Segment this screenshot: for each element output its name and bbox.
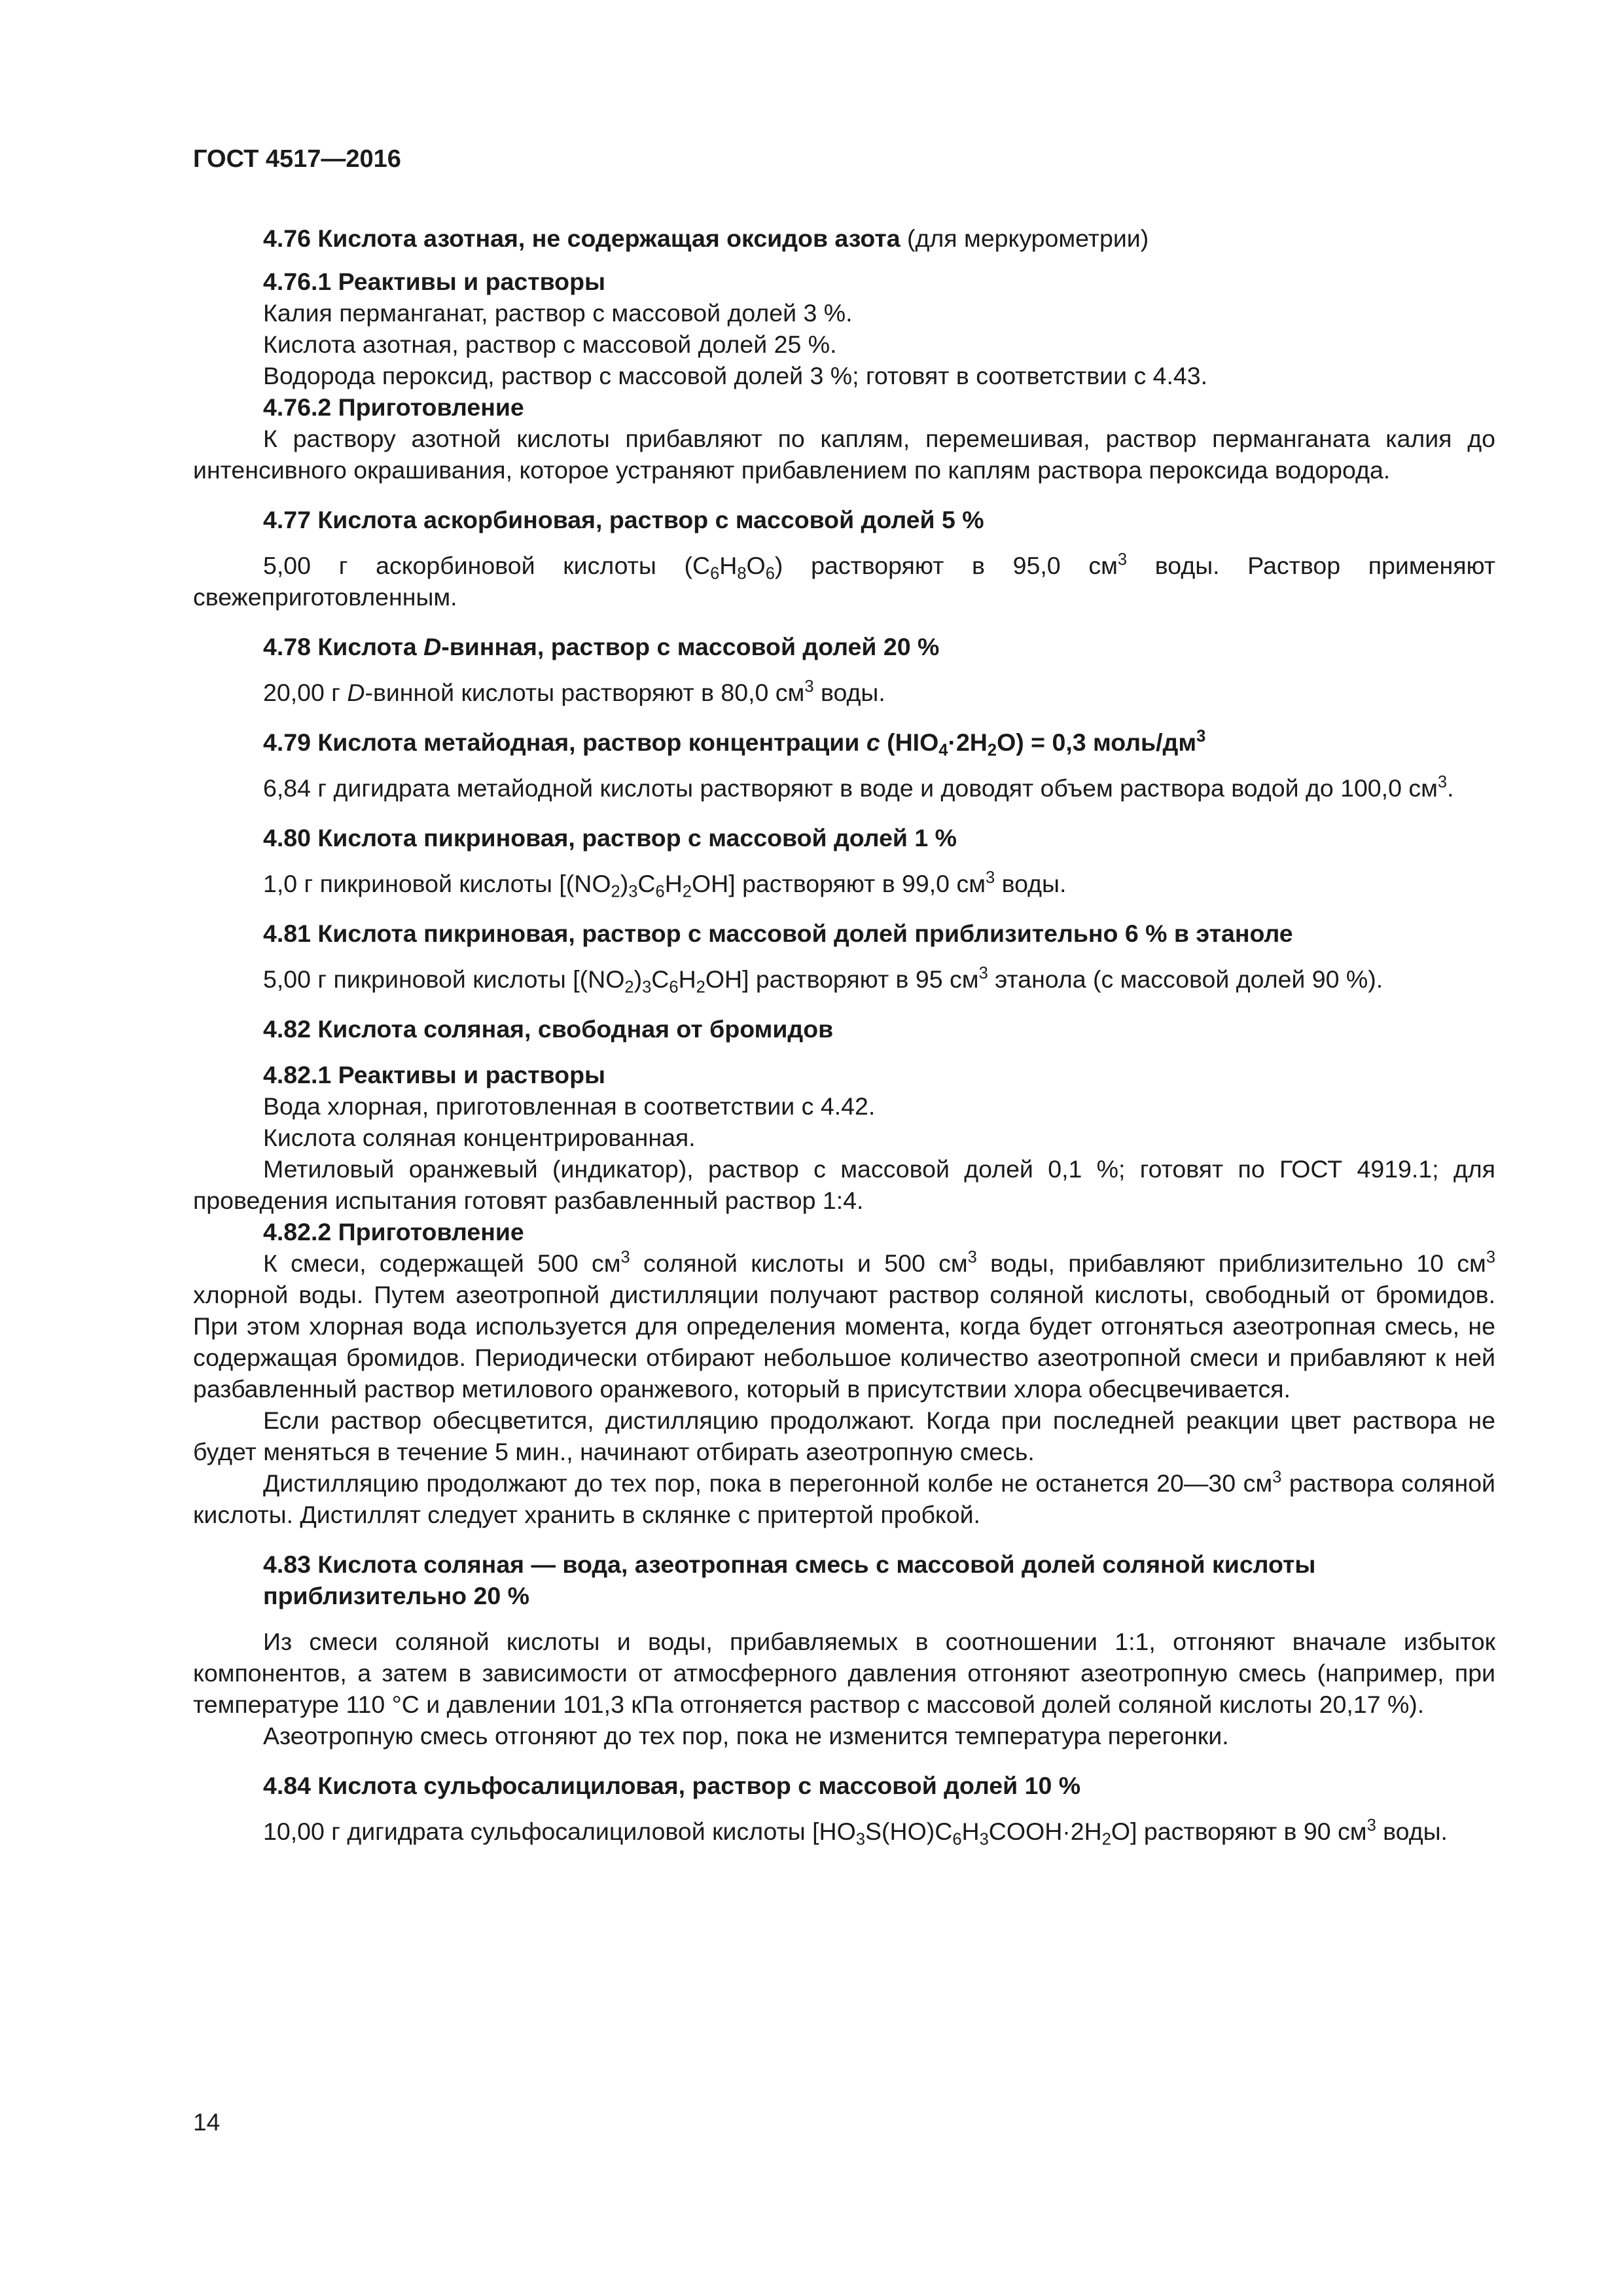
section-4-81-title: 4.81 Кислота пикриновая, раствор с массовой долей приблизительно 6 % в этаноле [263, 920, 1293, 947]
paragraph: Дистилляцию продолжают до тех пор, пока в перегонной колбе не останется 20—30 $см^3$ раствора соляной кислоты. Дистиллят следует хранить в склянке с притертой пробкой. [193, 1467, 1496, 1528]
subsection-4-76-2-title: 4.76.2 Приготовление [263, 393, 524, 421]
subsection-4-82-2-title: 4.82.2 Приготовление [263, 1218, 524, 1246]
section-4-76-heading [193, 223, 1495, 254]
document-page [193, 0, 1495, 2296]
paragraph: 10,00 г дигидрата сульфосалициловой кислоты $[HO_3S(HO)C_6H_3COOH\cdot 2H_2O]$ растворяют в 90 $см^3$ воды. [263, 1816, 1448, 1849]
reagent-line: Кислота азотная, раствор с массовой долей 25 %. [263, 331, 837, 358]
document-body [193, 223, 1495, 1847]
paragraph: Из смеси соляной кислоты и воды, прибавляемых в соотношении 1:1, отгоняют вначале избыток компонентов, а затем в зависимости от атмосферного давления отгоняют азеотропную смесь (например, при температуре 110 °С и давлении 101,3 кПа отгоняется раствор с массовой долей соляной кислоты 20,17 %). [193, 1628, 1495, 1718]
paragraph: К раствору азотной кислоты прибавляют по каплям, перемешивая, раствор перманганата калия до интенсивного окрашивания, которое устраняют прибавлением по каплям раствора пероксида водорода. [193, 425, 1495, 484]
paragraph: 6,84 г дигидрата метайодной кислоты растворяют в воде и доводят объем раствора водой до 100,0 $см^3$. [263, 772, 1454, 802]
section-4-83-title: 4.83 Кислота соляная — вода, азеотропная смесь с массовой долей соляной кислоты приблизительно 20 % [263, 1551, 1316, 1609]
section-4-79-title: 4.79 Кислота метайодная, раствор концентрации c $(HIO_4\cdot 2H_2O) = 0,3$ моль/$дм^3$ [263, 726, 1206, 760]
section-4-84-title: 4.84 Кислота сульфосалициловая, раствор с массовой долей 10 % [263, 1772, 1081, 1799]
paragraph: Азеотропную смесь отгоняют до тех пор, пока не изменится температура перегонки. [263, 1722, 1229, 1749]
section-4-76-title: 4.76 Кислота азотная, не содержащая оксидов азота [263, 224, 901, 252]
reagent-line: Кислота соляная концентрированная. [263, 1124, 696, 1151]
paragraph: 5,00 г пикриновой кислоты $[(NO_2)_3C_6H_2OH]$ растворяют в 95 $см^3$ этанола (с массовой долей 90 %). [263, 963, 1383, 997]
section-4-77-title: 4.77 Кислота аскорбиновая, раствор с массовой долей 5 % [263, 506, 984, 533]
section-4-80-title: 4.80 Кислота пикриновая, раствор с массовой долей 1 % [263, 824, 957, 852]
reagent-line: Водорода пероксид, раствор с массовой долей 3 %; готовят в соответствии с 4.43. [263, 362, 1208, 389]
paragraph: Если раствор обесцветится, дистилляцию продолжают. Когда при последней реакции цвет раствора не будет меняться в течение 5 мин., начинают отбирать азеотропную смесь. [193, 1407, 1495, 1465]
section-4-78-title: 4.78 Кислота D-винная, раствор с массовой долей 20 % [263, 633, 940, 660]
section-4-76-title-note: (для меркурометрии) [900, 224, 1149, 252]
section-4-82-title: 4.82 Кислота соляная, свободная от бромидов [263, 1015, 834, 1043]
reagent-line: Метиловый оранжевый (индикатор), раствор с массовой долей 0,1 %; готовят по ГОСТ 4919.1; для проведения испытания готовят разбавленный раствор 1:4. [193, 1155, 1495, 1214]
paragraph: К смеси, содержащей 500 $см^3$ соляной кислоты и 500 $см^3$ воды, прибавляют приблизительно 10 $см^3$ хлорной воды. Путем азеотропной дистилляции получают раствор соляной кислоты, свободный от бромидов. При этом хлорная вода используется для определения момента, когда будет отгоняться азеотропная смесь, не содержащая бромидов. Периодически отбирают небольшое количество азеотропной смеси и прибавляют к ней разбавленный раствор метилового оранжевого, который в присутствии хлора обесцвечивается. [193, 1247, 1495, 1403]
document-id: ГОСТ 4517—2016 [193, 145, 401, 173]
page-number: 14 [193, 2109, 221, 2136]
paragraph: 5,00 г аскорбиновой кислоты $(C_6H_8O_6)$ растворяют в 95,0 $см^3$ воды. Раствор применяют свежеприготовленным. [193, 550, 1495, 611]
subsection-4-76-1-title: 4.76.1 Реактивы и растворы [263, 268, 606, 295]
reagent-line: Калия перманганат, раствор с массовой долей 3 %. [263, 299, 853, 327]
reagent-line: Вода хлорная, приготовленная в соответствии с 4.42. [263, 1092, 876, 1120]
paragraph: 20,00 г D-винной кислоты растворяют в 80,0 $см^3$ воды. [263, 677, 885, 706]
paragraph: 1,0 г пикриновой кислоты $[(NO_2)_3C_6H_2OH]$ растворяют в 99,0 $см^3$ воды. [263, 868, 1067, 901]
subsection-4-82-1-title: 4.82.1 Реактивы и растворы [263, 1061, 606, 1088]
